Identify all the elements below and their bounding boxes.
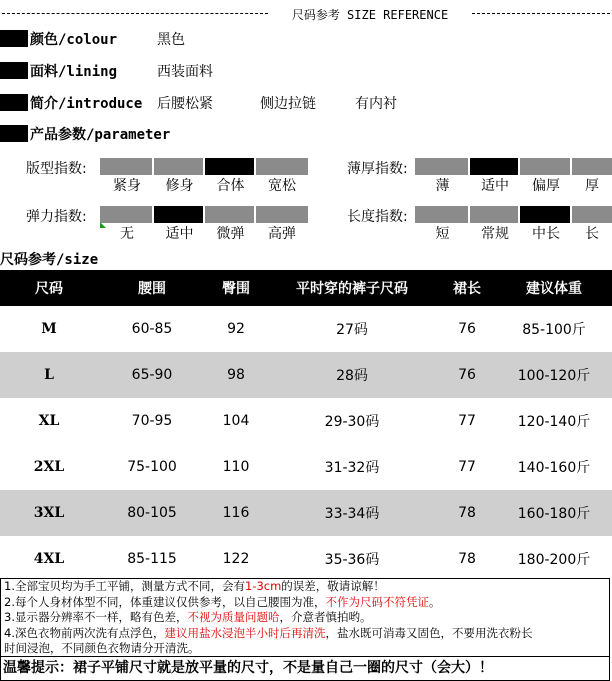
note-highlight: 建议用盐水浸泡半小时后再清洗 xyxy=(164,625,326,640)
fit-bar-segment-selected xyxy=(205,158,254,175)
thickness-bar-segment-selected xyxy=(470,158,518,175)
usual-size-cell: 33-34码 xyxy=(266,490,438,536)
section-marker xyxy=(0,125,28,142)
table-row xyxy=(0,352,612,398)
lining-label: 面料/lining xyxy=(30,64,118,80)
column-header: 建议体重 xyxy=(496,270,612,306)
note-highlight: 1-3cm xyxy=(244,579,282,593)
thickness-option-label: 偏厚 xyxy=(532,178,560,194)
section-marker xyxy=(0,94,28,111)
column-header: 腰围 xyxy=(98,270,206,306)
note-5 xyxy=(4,641,609,657)
table-row xyxy=(0,490,612,536)
fit-option-label: 紧身 xyxy=(113,178,141,194)
usual-size-cell: 35-36码 xyxy=(266,536,438,582)
length-option-label: 长 xyxy=(585,226,599,242)
size-cell: 3XL xyxy=(0,490,98,536)
size-cell: XL xyxy=(0,398,98,444)
size-cell: 2XL xyxy=(0,444,98,490)
note-text: 的误差，敬请谅解！ xyxy=(281,579,385,593)
thickness-bar-segment xyxy=(520,158,570,175)
size-cell: 4XL xyxy=(0,536,98,582)
header-divider-right xyxy=(472,13,610,14)
parameter-label: 产品参数/parameter xyxy=(30,127,171,143)
waist-cell: 60-85 xyxy=(98,306,206,352)
note-highlight: 不作为尺码不符凭证 xyxy=(325,594,429,609)
colour-value: 黑色 xyxy=(157,32,185,48)
hip-cell: 104 xyxy=(206,398,266,444)
hip-cell: 98 xyxy=(206,352,266,398)
thickness-index-label: 薄厚指数: xyxy=(347,161,408,177)
skirt-length-cell: 77 xyxy=(438,444,496,490)
fit-index-label: 版型指数: xyxy=(26,161,87,177)
introduce-value-1: 后腰松紧 xyxy=(157,96,213,112)
length-option-label: 短 xyxy=(435,226,450,242)
usual-size-cell: 27码 xyxy=(266,306,438,352)
size-table-header-row xyxy=(0,270,612,306)
waist-cell: 75-100 xyxy=(98,444,206,490)
elasticity-bar-segment xyxy=(256,206,308,223)
thickness-option-label: 适中 xyxy=(481,178,509,194)
fit-option-label: 宽松 xyxy=(268,178,296,194)
skirt-length-cell: 77 xyxy=(438,398,496,444)
column-header: 臀围 xyxy=(206,270,266,306)
fit-bar-segment xyxy=(100,158,152,175)
introduce-value-2: 侧边拉链 xyxy=(260,96,316,112)
weight-cell: 180-200斤 xyxy=(496,536,612,582)
table-row xyxy=(0,444,612,490)
note-text: ，介意者慎拍哟。 xyxy=(279,610,372,625)
elasticity-index-label: 弹力指数: xyxy=(26,209,87,225)
hip-cell: 92 xyxy=(206,306,266,352)
page-title: 尺码参考 SIZE REFERENCE xyxy=(291,8,449,22)
length-index-label: 长度指数: xyxy=(347,209,408,225)
hip-cell: 110 xyxy=(206,444,266,490)
elasticity-bar-segment xyxy=(100,206,152,223)
waist-cell: 70-95 xyxy=(98,398,206,444)
note-highlight: 不视为质量问题哈 xyxy=(187,610,280,625)
elasticity-option-label: 高弹 xyxy=(268,226,296,242)
note-text: 4.深色衣物前两次洗有点浮色， xyxy=(4,625,165,640)
header-divider-left xyxy=(2,13,268,14)
weight-cell: 85-100斤 xyxy=(496,306,612,352)
table-row xyxy=(0,536,612,582)
thickness-option-label: 厚 xyxy=(585,178,599,194)
thickness-option-label: 薄 xyxy=(435,178,450,194)
fit-bar-segment xyxy=(154,158,203,175)
lining-value: 西装面料 xyxy=(157,64,213,80)
table-row xyxy=(0,398,612,444)
length-bar-segment xyxy=(572,206,612,223)
usual-size-cell: 28码 xyxy=(266,352,438,398)
colour-label: 颜色/colour xyxy=(30,32,118,48)
skirt-length-cell: 76 xyxy=(438,352,496,398)
weight-cell: 160-180斤 xyxy=(496,490,612,536)
note-3 xyxy=(4,610,609,626)
weight-cell: 100-120斤 xyxy=(496,352,612,398)
waist-cell: 65-90 xyxy=(98,352,206,398)
note-text: ，盐水既可消毒又固色，不要用洗衣粉长 xyxy=(325,625,533,640)
length-bar-segment xyxy=(415,206,468,223)
introduce-label: 简介/introduce xyxy=(30,96,143,112)
hip-cell: 116 xyxy=(206,490,266,536)
note-text: 1.全部宝贝均为手工平铺，测量方式不同，会有 xyxy=(4,579,245,593)
skirt-length-cell: 78 xyxy=(438,536,496,582)
size-cell: L xyxy=(0,352,98,398)
elasticity-option-label: 无 xyxy=(120,226,134,242)
size-cell: M xyxy=(0,306,98,352)
fit-option-label: 修身 xyxy=(165,178,194,194)
table-row xyxy=(0,306,612,352)
note-4 xyxy=(4,626,609,642)
note-text: 时间浸泡，不同颜色衣物请分开清洗。 xyxy=(4,641,200,656)
column-header: 平时穿的裤子尺码 xyxy=(266,270,438,306)
column-header: 尺码 xyxy=(0,270,98,306)
weight-cell: 140-160斤 xyxy=(496,444,612,490)
waist-cell: 80-105 xyxy=(98,490,206,536)
usual-size-cell: 29-30码 xyxy=(266,398,438,444)
section-marker xyxy=(0,62,28,79)
length-option-label: 中长 xyxy=(532,226,560,242)
length-bar-segment-selected xyxy=(520,206,570,223)
column-header: 裙长 xyxy=(438,270,496,306)
hip-cell: 122 xyxy=(206,536,266,582)
skirt-length-cell: 76 xyxy=(438,306,496,352)
introduce-value-3: 有内衬 xyxy=(355,96,397,112)
elasticity-bar-segment xyxy=(205,206,254,223)
size-table-title: 尺码参考/size xyxy=(0,252,99,268)
section-marker xyxy=(0,30,28,47)
note-text: 3.显示器分辨率不一样，略有色差， xyxy=(4,610,188,625)
note-text: 2.每个人身材体型不同，体重建议仅供参考，以自己腰围为准， xyxy=(4,594,326,609)
length-option-label: 常规 xyxy=(481,226,509,242)
length-bar-segment xyxy=(470,206,518,223)
usual-size-cell: 31-32码 xyxy=(266,444,438,490)
fit-bar-segment xyxy=(256,158,308,175)
elasticity-option-label: 适中 xyxy=(165,226,194,242)
footer-tip: 温馨提示：裙子平铺尺寸就是放平量的尺寸，不是量自己一圈的尺寸（会大）！ xyxy=(0,657,610,681)
thickness-bar-segment xyxy=(572,158,612,175)
elasticity-option-label: 微弹 xyxy=(216,226,245,242)
thickness-bar-segment xyxy=(415,158,468,175)
skirt-length-cell: 78 xyxy=(438,490,496,536)
weight-cell: 120-140斤 xyxy=(496,398,612,444)
note-2 xyxy=(4,595,609,611)
note-1 xyxy=(4,579,609,595)
elasticity-bar-segment-selected xyxy=(154,206,203,223)
size-table xyxy=(0,270,612,582)
waist-cell: 85-115 xyxy=(98,536,206,582)
notes-box xyxy=(0,578,610,657)
fit-option-label: 合体 xyxy=(216,178,245,194)
note-text: 。 xyxy=(428,594,441,609)
